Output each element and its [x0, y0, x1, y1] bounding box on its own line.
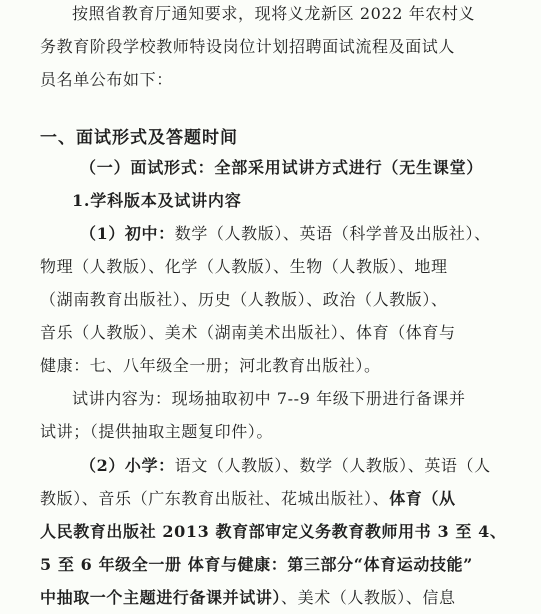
primary-line-2-text: 教版）、音乐（广东教育出版社、花城出版社）、 [40, 489, 390, 508]
subsection-1-heading: （一）面试形式：全部采用试讲方式进行（无生课堂） [80, 158, 484, 177]
junior-line-1-text: 数学（人教版）、英语（科学普及出版社）、 [174, 224, 491, 243]
primary-line-2-bold: 体育（从 [389, 489, 456, 508]
primary-line-5 [40, 588, 456, 608]
junior-line-3: （湖南教育出版社）、历史（人教版）、政治（人教版）、 [40, 290, 448, 309]
intro-line-2: 务教育阶段学校教师特设岗位计划招聘面试流程及面试人 [40, 37, 456, 56]
intro-line-1: 按照省教育厅通知要求，现将义龙新区 2022 年农村义 [72, 4, 476, 23]
primary-line-3: 人民教育出版社 2013 教育部审定义务教育教师用书 3 至 4、 [40, 522, 507, 541]
item-1-heading: 1.学科版本及试讲内容 [72, 191, 242, 210]
primary-line-5-bold: 中抽取一个主题进行备课并试讲） [40, 588, 282, 607]
primary-label: （2）小学： [80, 456, 175, 475]
section-1-heading: 一、面试形式及答题时间 [40, 128, 238, 148]
junior-line-5: 健康：七、八年级全一册；河北教育出版社）。 [40, 356, 381, 375]
junior-line-2: 物理（人教版）、化学（人教版）、生物（人教版）、地理 [40, 257, 448, 276]
junior-line-4: 音乐（人教版）、美术（湖南美术出版社）、体育（体育与 [40, 323, 456, 342]
junior-label: （1）初中： [80, 224, 175, 243]
primary-line-1 [80, 456, 491, 476]
primary-line-5-text: 、美术（人教版）、信息 [281, 588, 456, 607]
primary-line-1-text: 语文（人教版）、数学（人教版）、英语（人 [174, 456, 491, 475]
primary-line-2 [40, 489, 456, 509]
primary-line-4: 5 至 6 年级全一册 体育与健康：第三部分“体育运动技能” [40, 555, 473, 574]
junior-line-1 [80, 224, 491, 244]
junior-content-line-1: 试讲内容为：现场抽取初中 7--9 年级下册进行备课并 [72, 389, 466, 408]
junior-content-line-2: 试讲；（提供抽取主题复印件）。 [40, 422, 274, 441]
intro-line-3: 员名单公布如下： [40, 70, 173, 89]
